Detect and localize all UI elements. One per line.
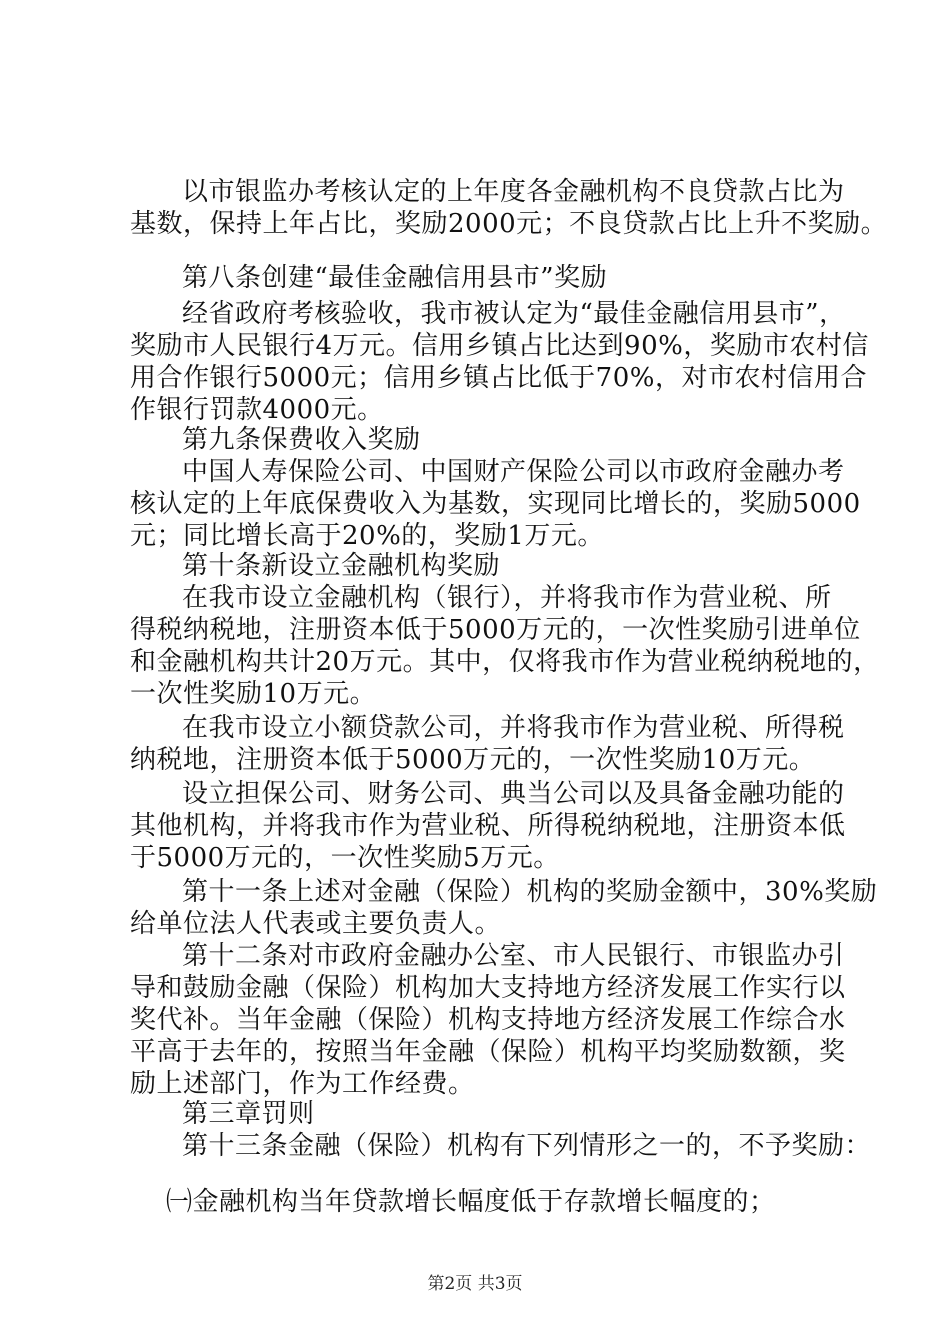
paragraph-line: 得税纳税地，注册资本低于5000万元的，一次性奖励引进单位 — [130, 615, 861, 645]
paragraph-line: 给单位法人代表或主要负责人。 — [130, 909, 502, 939]
paragraph-line: 纳税地，注册资本低于5000万元的，一次性奖励10万元。 — [130, 745, 816, 775]
paragraph-line: 导和鼓励金融（保险）机构加大支持地方经济发展工作实行以 — [130, 973, 846, 1003]
paragraph-line: 其他机构，并将我市作为营业税、所得税纳税地，注册资本低 — [130, 811, 846, 841]
article-heading: 第十二条对市政府金融办公室、市人民银行、市银监办引 — [182, 941, 845, 971]
article-heading: 第八条创建“最佳金融信用县市”奖励 — [182, 263, 608, 293]
paragraph-line: 核认定的上年底保费收入为基数，实现同比增长的，奖励5000 — [130, 489, 861, 519]
paragraph-line: 平高于去年的，按照当年金融（保险）机构平均奖励数额，奖 — [130, 1037, 846, 1067]
paragraph-line: 于5000万元的，一次性奖励5万元。 — [130, 843, 560, 873]
article-heading: 第十三条金融（保险）机构有下列情形之一的，不予奖励： — [182, 1131, 872, 1161]
article-heading: 第十一条上述对金融（保险）机构的奖励金额中，30%奖励 — [182, 877, 878, 907]
paragraph-line: 作银行罚款4000元。 — [130, 395, 384, 425]
paragraph-line: 奖励市人民银行4万元。信用乡镇占比达到90%，奖励市农村信 — [130, 331, 869, 361]
paragraph-line: 基数，保持上年占比，奖励2000元；不良贷款占比上升不奖励。 — [130, 209, 888, 239]
article-heading: 第十条新设立金融机构奖励 — [182, 551, 501, 581]
paragraph-line: 经省政府考核验收，我市被认定为“最佳金融信用县市”， — [182, 299, 846, 329]
paragraph-line: 设立担保公司、财务公司、典当公司以及具备金融功能的 — [182, 779, 845, 809]
paragraph-line: 在我市设立小额贷款公司，并将我市作为营业税、所得税 — [182, 713, 845, 743]
paragraph-line: 中国人寿保险公司、中国财产保险公司以市政府金融办考 — [182, 457, 845, 487]
paragraph-line: 元；同比增长高于20%的，奖励1万元。 — [130, 521, 604, 551]
article-heading: 第九条保费收入奖励 — [182, 425, 421, 455]
chapter-heading: 第三章罚则 — [182, 1099, 315, 1129]
list-item: ㈠金融机构当年贷款增长幅度低于存款增长幅度的； — [166, 1187, 776, 1217]
page-number-footer: 第2页 共3页 — [427, 1274, 523, 1294]
paragraph-line: 和金融机构共计20万元。其中，仅将我市作为营业税纳税地的， — [130, 647, 880, 677]
paragraph-line: 励上述部门，作为工作经费。 — [130, 1069, 475, 1099]
paragraph-line: 奖代补。当年金融（保险）机构支持地方经济发展工作综合水 — [130, 1005, 846, 1035]
paragraph-line: 在我市设立金融机构（银行），并将我市作为营业税、所 — [182, 583, 832, 613]
paragraph-line: 用合作银行5000元；信用乡镇占比低于70%，对市农村信用合 — [130, 363, 867, 393]
paragraph-line: 以市银监办考核认定的上年度各金融机构不良贷款占比为 — [182, 177, 845, 207]
paragraph-line: 一次性奖励10万元。 — [130, 679, 377, 709]
